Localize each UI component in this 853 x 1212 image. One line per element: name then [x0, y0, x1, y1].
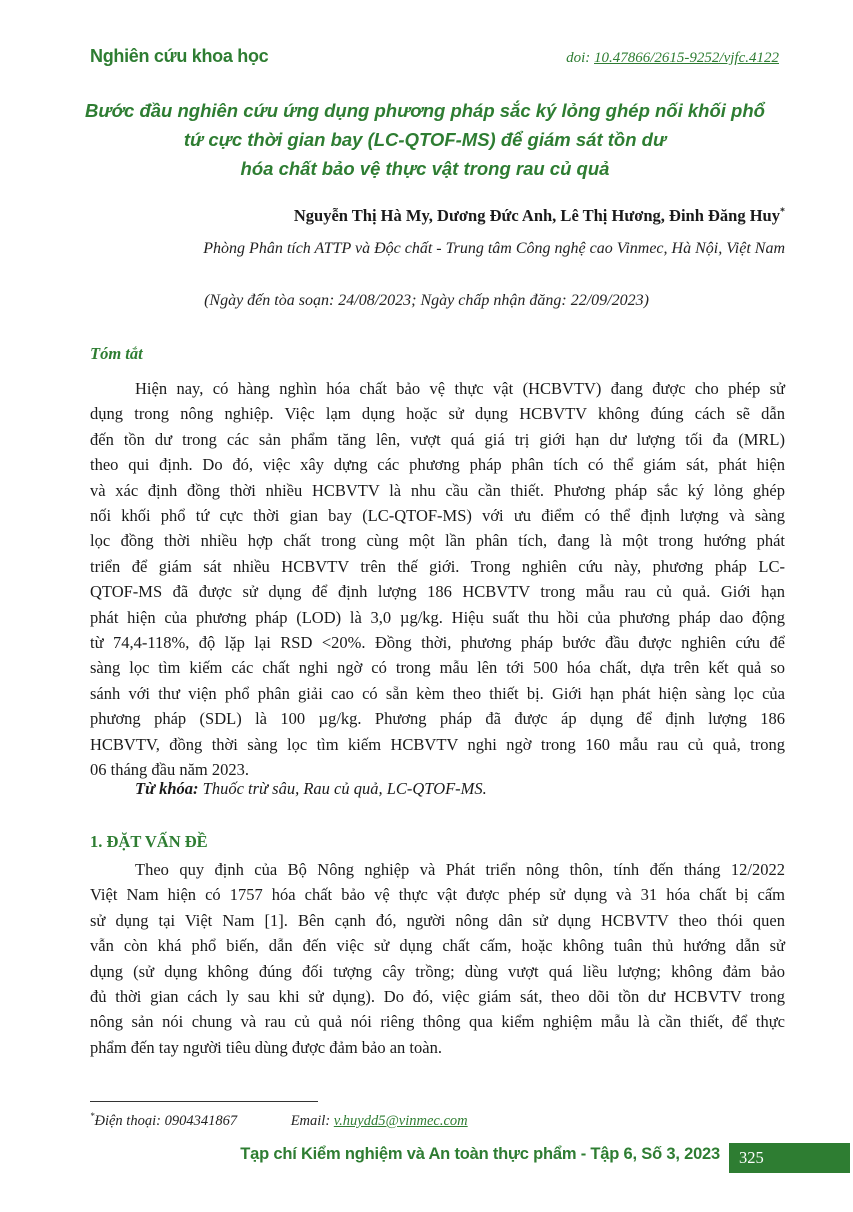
abstract-body — [90, 376, 785, 783]
abstract-line: QTOF-MS đã được sử dụng để định lượng 186 HCBVTV trong mẫu rau củ quả. Giới hạn — [90, 582, 785, 602]
affiliation: Phòng Phân tích ATTP và Độc chất - Trung tâm Công nghệ cao Vinmec, Hà Nội, Việt Nam — [203, 240, 785, 257]
doi-line — [566, 50, 779, 67]
abstract-line: và xác định đồng thời nhiều HCBVTV là nhu cầu cần thiết. Phương pháp sắc ký lỏng ghép — [90, 480, 785, 500]
body-line: phẩm đến tay người tiêu dùng được đảm bảo an toàn. — [90, 1037, 442, 1057]
footnote-email-label: Email: — [290, 1112, 331, 1129]
footnote-phone: Điện thoại: 0904341867 — [94, 1112, 238, 1129]
abstract-line: triển để giám sát nhiều HCBVTV trên thế giới. Trong nghiên cứu này, phương pháp LC- — [90, 556, 785, 576]
abstract-line: nối khối phổ tứ cực thời gian bay (LC-QTOF-MS) với ưu điểm có thể định lượng và sàng — [90, 506, 785, 526]
footnote-mark: * — [90, 1111, 95, 1121]
doi-link[interactable]: 10.47866/2615-9252/vjfc.4122 — [594, 50, 779, 66]
abstract-line: 06 tháng đầu năm 2023. — [90, 760, 250, 780]
abstract-line: phát hiện của phương pháp (LOD) là 3,0 µg/kg. Hiệu suất thu hồi của phương pháp dao động — [90, 607, 785, 627]
footnote-divider — [90, 1101, 318, 1102]
keywords-text: Thuốc trừ sâu, Rau củ quả, LC-QTOF-MS. — [202, 779, 487, 798]
footnote — [90, 1111, 468, 1130]
footer-journal: Tạp chí Kiểm nghiệm và An toàn thực phẩm - Tập 6, Số 3, 2023 — [240, 1145, 720, 1163]
abstract-line: HCBVTV, đồng thời sàng lọc tìm kiếm HCBVTV nghi ngờ trong 160 mẫu rau củ quả, trong — [90, 734, 785, 754]
abstract-line: Hiện nay, có hàng nghìn hóa chất bảo vệ thực vật (HCBVTV) đang được cho phép sử — [135, 379, 785, 398]
abstract-line: lọc đồng thời nhiều hợp chất trong cùng một lần phân tích, đang là một trong hướng phát — [90, 531, 785, 551]
author-list — [294, 206, 785, 226]
submission-dates: (Ngày đến tòa soạn: 24/08/2023; Ngày chấp nhận đăng: 22/09/2023) — [204, 292, 649, 309]
page-number: 325 — [729, 1143, 850, 1173]
author-names: Nguyễn Thị Hà My, Dương Đức Anh, Lê Thị Hương, Đinh Đăng Huy — [293, 206, 780, 225]
corresponding-author-mark: * — [780, 206, 785, 218]
section-heading: 1. ĐẶT VẤN ĐỀ — [90, 832, 208, 851]
abstract-line: phương pháp (SDL) là 100 µg/kg. Phương pháp đã được áp dụng để định lượng 186 — [90, 709, 785, 729]
abstract-line: theo qui định. Do đó, việc xây dựng các phương pháp phân tích có thể giám sát, phát hiện — [90, 455, 785, 475]
abstract-line: dụng trong nông nghiệp. Việc lạm dụng hoặc sử dụng HCBVTV không đúng cách sẽ dẫn — [90, 404, 785, 424]
abstract-line: từ 74,4-118%, độ lặp lại RSD <20%. Đồng thời, phương pháp bước đầu được nghiên cứu để — [90, 633, 785, 653]
section-body — [90, 857, 785, 1060]
body-line: dụng (sử dụng không đúng đối tượng cây trồng; dùng vượt quá liều lượng; không đảm bảo — [90, 961, 785, 981]
abstract-line: sánh với thư viện phổ phân giải cao có sẵn kèm theo thiết bị. Giới hạn phát hiện sàng lọc của — [90, 683, 785, 703]
doi-prefix: doi: — [566, 50, 591, 66]
keywords — [135, 779, 487, 799]
running-header-section: Nghiên cứu khoa học — [90, 46, 269, 66]
abstract-line: sàng lọc tìm kiếm các chất nghi ngờ có trong mẫu lên tới 500 hóa chất, dựa trên kết quả so — [90, 658, 785, 678]
keywords-label: Từ khóa: — [135, 779, 199, 798]
footnote-email-link[interactable]: v.huydd5@vinmec.com — [333, 1112, 468, 1129]
title-line: tứ cực thời gian bay (LC-QTOF-MS) để giám sát tồn dư — [183, 129, 667, 150]
article-title — [80, 96, 770, 183]
body-line: vẫn còn khá phổ biến, dẫn đến việc sử dụng chất cấm, hoặc không tuân thủ hướng dẫn sử — [90, 936, 785, 956]
body-line: đủ thời gian cách ly sau khi sử dụng). Do đó, việc giám sát, theo dõi tồn dư HCBVTV trong — [90, 987, 785, 1007]
abstract-line: đến tồn dư trong các sản phẩm tăng lên, vượt quá giá trị giới hạn dư lượng tối đa (MRL) — [90, 429, 785, 449]
body-line: nông sản nói chung và rau củ quả nói riêng thông qua kiểm nghiệm mẫu là cần thiết, để thực — [90, 1012, 785, 1032]
body-line: Việt Nam hiện có 1757 hóa chất bảo vệ thực vật được phép sử dụng và 31 hóa chất bị cấm — [90, 885, 785, 905]
body-line: sử dụng tại Việt Nam [1]. Bên cạnh đó, người nông dân sử dụng HCBVTV theo thói quen — [90, 910, 785, 930]
body-line: Theo quy định của Bộ Nông nghiệp và Phát triển nông thôn, tính đến tháng 12/2022 — [135, 860, 785, 879]
abstract-label: Tóm tắt — [90, 344, 143, 363]
title-line: hóa chất bảo vệ thực vật trong rau củ quả — [240, 158, 610, 179]
title-line: Bước đầu nghiên cứu ứng dụng phương pháp sắc ký lỏng ghép nối khối phổ — [85, 100, 765, 121]
